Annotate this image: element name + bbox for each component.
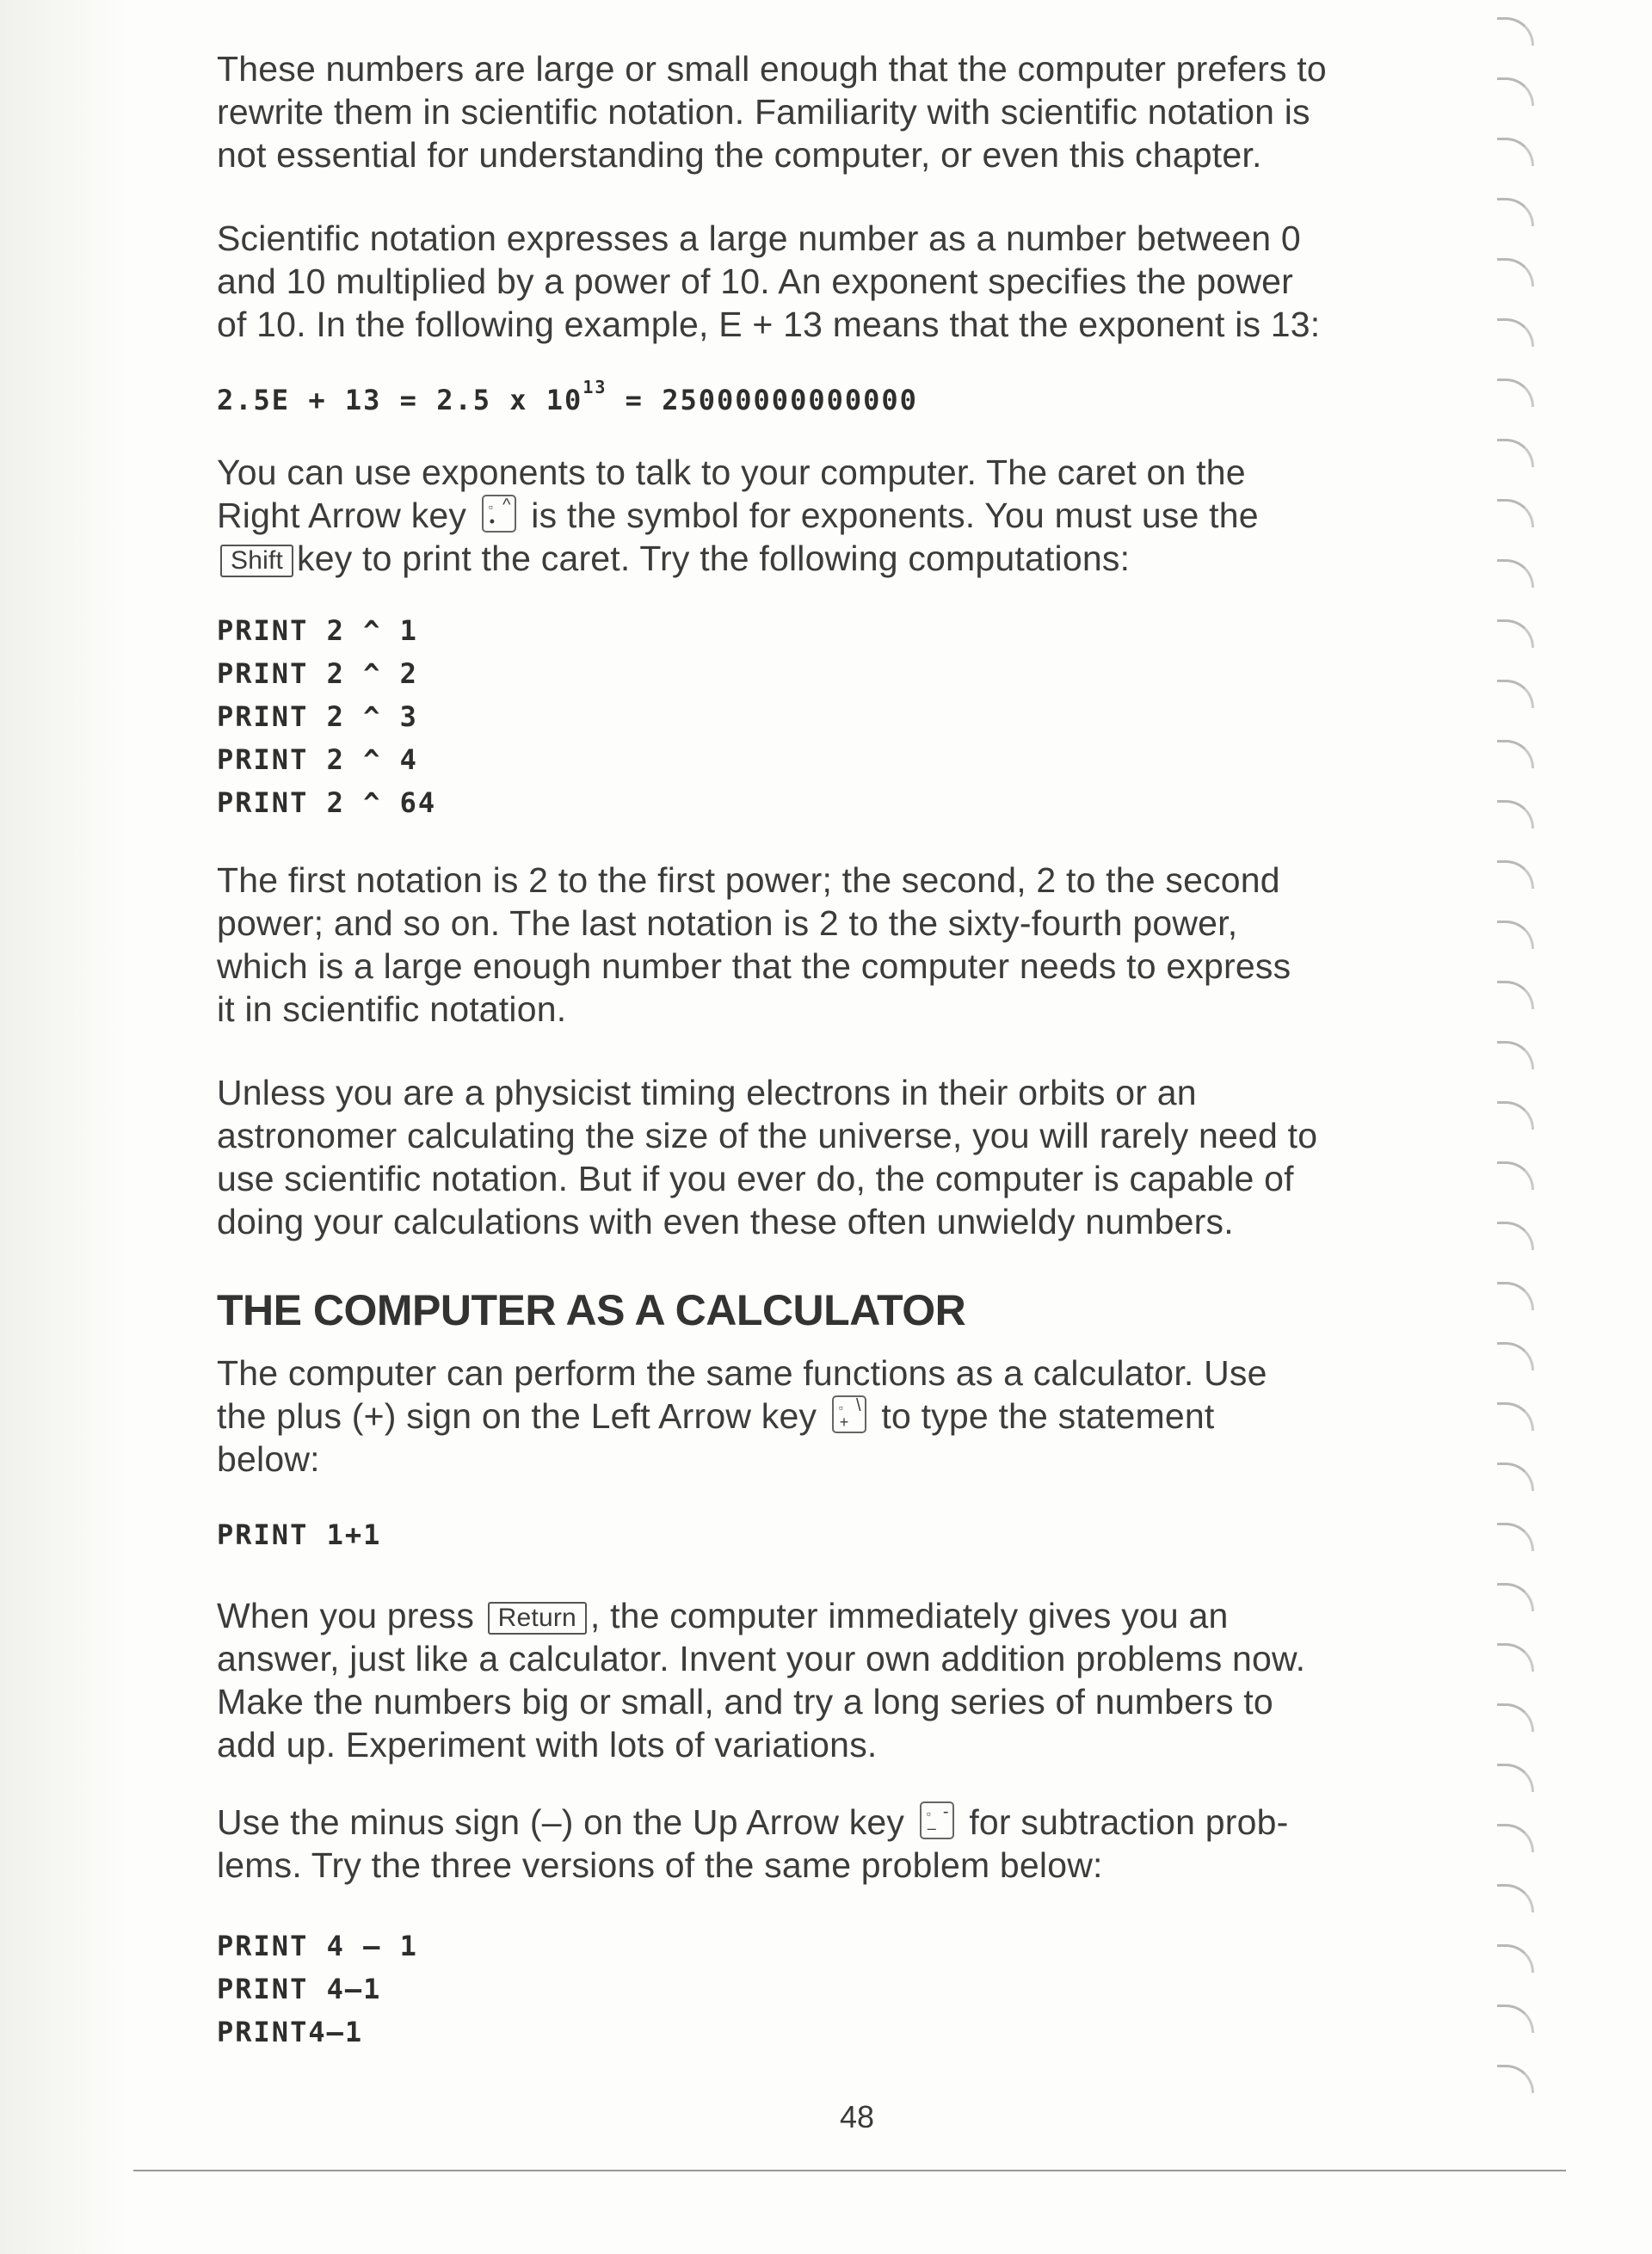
text-line bbox=[217, 494, 1404, 537]
binding-ring bbox=[1497, 1282, 1534, 1310]
paragraph-powers bbox=[217, 859, 1404, 1031]
binding-ring bbox=[1497, 981, 1534, 1009]
code-line: PRINT 1+1 bbox=[217, 1518, 382, 1551]
text-line: use scientific notation. But if you ever do, the computer is capable of bbox=[217, 1159, 1294, 1198]
binding-ring bbox=[1497, 740, 1534, 768]
key-dot-icon: ▫ bbox=[926, 1807, 931, 1820]
text-line bbox=[217, 537, 1404, 580]
text-line: rewrite them in scientific notation. Familiarity with scientific notation is bbox=[217, 92, 1310, 132]
text-line: The computer can perform the same functions as a calculator. Use bbox=[217, 1353, 1267, 1393]
binding-ring bbox=[1497, 680, 1534, 708]
text-fragment: key to print the caret. Try the following computations: bbox=[297, 539, 1131, 578]
paragraph-scientific-notation bbox=[217, 217, 1404, 346]
code-line: PRINT4–1 bbox=[217, 2016, 364, 2048]
paragraph-physicist bbox=[217, 1071, 1404, 1243]
text-line: and 10 multiplied by a power of 10. An exponent specifies the power bbox=[217, 262, 1294, 301]
text-line: Scientific notation expresses a large number as a number between 0 bbox=[217, 219, 1301, 258]
up-arrow-key-icon bbox=[920, 1801, 954, 1839]
binding-ring bbox=[1497, 1884, 1534, 1912]
binding-ring bbox=[1497, 318, 1534, 347]
text-fragment: for subtraction prob- bbox=[969, 1802, 1289, 1842]
key-dot-icon: ▫ bbox=[488, 500, 493, 514]
text-line: which is a large enough number that the computer needs to express bbox=[217, 946, 1291, 986]
paragraph-exponents bbox=[217, 451, 1404, 580]
binding-ring bbox=[1497, 1944, 1534, 1973]
binding-ring bbox=[1497, 2065, 1534, 2093]
code-line: PRINT 2 ^ 2 bbox=[217, 657, 418, 690]
code-block-addition bbox=[217, 1513, 1404, 1556]
page-shadow bbox=[0, 0, 129, 2254]
binding-ring bbox=[1497, 800, 1534, 828]
paragraph-intro bbox=[217, 47, 1404, 176]
paragraph-subtraction bbox=[217, 1801, 1404, 1887]
return-key-label: Return bbox=[488, 1602, 587, 1635]
text-line: astronomer calculating the size of the universe, you will rarely need to bbox=[217, 1116, 1318, 1155]
sci-example-rhs: = 25000000000000 bbox=[607, 384, 918, 416]
code-block-exponents bbox=[217, 609, 1404, 824]
code-line: PRINT 2 ^ 3 bbox=[217, 700, 418, 733]
binding-ring bbox=[1497, 1041, 1534, 1069]
binding-ring bbox=[1497, 860, 1534, 889]
text-line: add up. Experiment with lots of variations. bbox=[217, 1725, 878, 1764]
text-line: below: bbox=[217, 1439, 320, 1479]
binding-ring bbox=[1497, 1824, 1534, 1852]
key-bullet-icon: • bbox=[489, 513, 496, 530]
text-fragment: Use the minus sign (–) on the Up Arrow key bbox=[217, 1802, 905, 1842]
text-line: not essential for understanding the computer, or even this chapter. bbox=[217, 135, 1262, 175]
text-line: The first notation is 2 to the first power; the second, 2 to the second bbox=[217, 860, 1280, 900]
binding-ring bbox=[1497, 138, 1534, 166]
page-number: 48 bbox=[840, 2099, 875, 2134]
code-line: PRINT 4–1 bbox=[217, 1973, 382, 2005]
paragraph-calculator bbox=[217, 1352, 1404, 1481]
binding-ring bbox=[1497, 77, 1534, 106]
binding-ring bbox=[1497, 1402, 1534, 1431]
code-line: PRINT 2 ^ 4 bbox=[217, 743, 418, 776]
binding-ring bbox=[1497, 559, 1534, 588]
paragraph-return bbox=[217, 1594, 1404, 1766]
key-symbol: – bbox=[927, 1820, 936, 1837]
page-content bbox=[217, 47, 1404, 2054]
key-dot-icon: ▫ bbox=[838, 1401, 843, 1414]
binding-ring bbox=[1497, 1523, 1534, 1551]
binding-ring bbox=[1497, 1764, 1534, 1792]
binding-ring bbox=[1497, 619, 1534, 648]
text-line: Unless you are a physicist timing electrons in their orbits or an bbox=[217, 1073, 1197, 1112]
text-line: of 10. In the following example, E + 13 means that the exponent is 13: bbox=[217, 305, 1321, 344]
key-backslash-icon: \ bbox=[856, 1396, 861, 1415]
code-line: PRINT 4 – 1 bbox=[217, 1930, 418, 1962]
text-line: These numbers are large or small enough that the computer prefers to bbox=[217, 49, 1327, 89]
key-symbol: ^ bbox=[502, 496, 511, 514]
scientific-example bbox=[217, 379, 1404, 422]
text-fragment: to type the statement bbox=[881, 1396, 1215, 1436]
text-line bbox=[217, 1801, 1404, 1844]
text-fragment: the plus (+) sign on the Left Arrow key bbox=[217, 1396, 817, 1436]
code-line: PRINT 2 ^ 64 bbox=[217, 786, 437, 819]
right-arrow-key-icon bbox=[482, 495, 516, 533]
binding-ring bbox=[1497, 1222, 1534, 1250]
text-fragment: Right Arrow key bbox=[217, 496, 467, 535]
binding-ring bbox=[1497, 921, 1534, 949]
text-line: power; and so on. The last notation is 2 to the sixty-fourth power, bbox=[217, 903, 1238, 943]
binding-ring bbox=[1497, 499, 1534, 527]
binding-ring bbox=[1497, 1703, 1534, 1732]
shift-key-label: Shift bbox=[220, 545, 293, 577]
binding-ring bbox=[1497, 17, 1534, 46]
binding-ring bbox=[1497, 198, 1534, 226]
code-line: PRINT 2 ^ 1 bbox=[217, 614, 418, 647]
binding-ring bbox=[1497, 1643, 1534, 1672]
binding-ring bbox=[1497, 1342, 1534, 1370]
text-line bbox=[217, 1594, 1404, 1637]
spiral-binding bbox=[1497, 17, 1549, 2125]
binding-ring bbox=[1497, 2005, 1534, 2033]
key-dash-icon: - bbox=[942, 1802, 949, 1821]
bottom-divider bbox=[133, 2170, 1566, 2171]
binding-ring bbox=[1497, 1161, 1534, 1190]
binding-ring bbox=[1497, 1463, 1534, 1491]
key-symbol: + bbox=[839, 1413, 849, 1431]
text-line: Make the numbers big or small, and try a long series of numbers to bbox=[217, 1682, 1273, 1721]
text-fragment: When you press bbox=[217, 1596, 475, 1635]
text-line: answer, just like a calculator. Invent your own addition problems now. bbox=[217, 1639, 1306, 1678]
binding-ring bbox=[1497, 1583, 1534, 1611]
section-heading: THE COMPUTER AS A CALCULATOR bbox=[217, 1286, 966, 1334]
text-line: doing your calculations with even these often unwieldy numbers. bbox=[217, 1202, 1234, 1241]
text-fragment: , the computer immediately gives you an bbox=[589, 1596, 1229, 1635]
left-arrow-key-icon bbox=[832, 1395, 866, 1433]
sci-example-lhs: 2.5E + 13 = 2.5 x 10 bbox=[217, 384, 583, 416]
text-line: lems. Try the three versions of the same problem below: bbox=[217, 1845, 1103, 1885]
text-fragment: is the symbol for exponents. You must use the bbox=[531, 496, 1259, 535]
text-line: it in scientific notation. bbox=[217, 989, 567, 1029]
sci-example-exponent: 13 bbox=[583, 377, 607, 397]
code-block-subtraction bbox=[217, 1925, 1404, 2054]
binding-ring bbox=[1497, 258, 1534, 286]
binding-ring bbox=[1497, 439, 1534, 467]
binding-ring bbox=[1497, 1101, 1534, 1130]
binding-ring bbox=[1497, 379, 1534, 407]
text-line: You can use exponents to talk to your computer. The caret on the bbox=[217, 453, 1246, 492]
text-line bbox=[217, 1395, 1404, 1438]
